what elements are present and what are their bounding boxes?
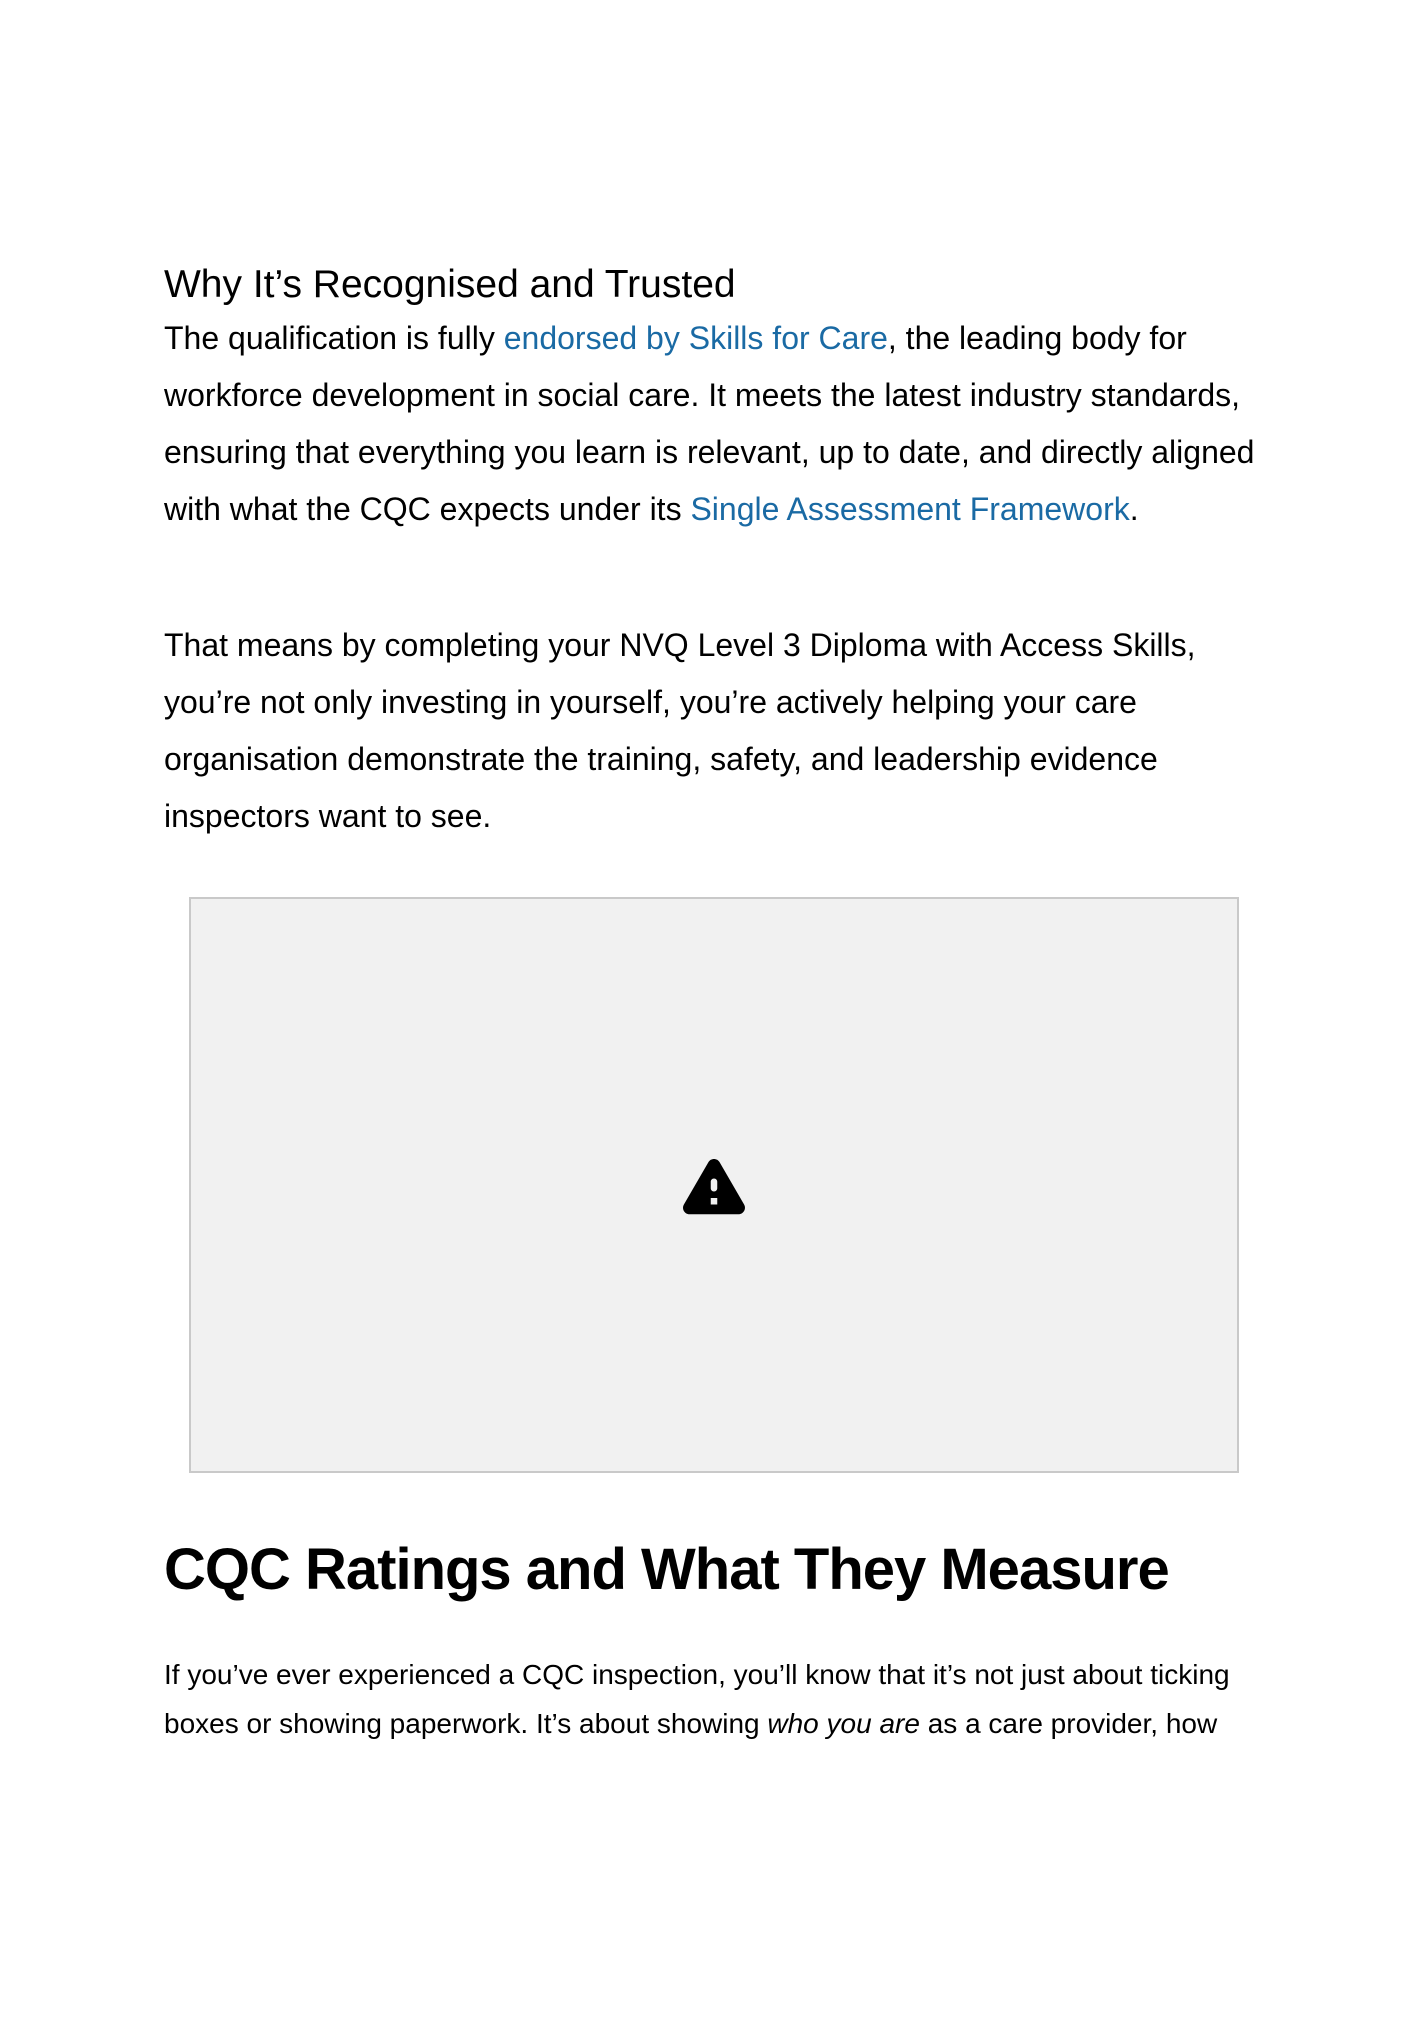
text-run: workforce development in social care. It meets the latest industry standards, — [164, 377, 1241, 413]
text-line — [164, 1699, 1230, 1748]
text-run: . — [1129, 491, 1139, 527]
text-line — [164, 481, 1254, 538]
italic-text-run: who you are — [767, 1708, 920, 1739]
text-line — [164, 731, 1196, 788]
text-run: That means by completing your NVQ Level 3 Diploma with Access Skills, — [164, 627, 1196, 663]
text-run: inspectors want to see. — [164, 798, 492, 834]
inline-link[interactable]: Single Assessment Framework — [690, 491, 1130, 527]
page-heading: CQC Ratings and What They Measure — [164, 1537, 1169, 1602]
text-run: with what the CQC expects under its — [164, 491, 691, 527]
text-line — [164, 1650, 1230, 1699]
text-line — [164, 617, 1196, 674]
paragraph-cqc-inspection — [164, 1650, 1230, 1748]
text-line — [164, 367, 1254, 424]
section-subheading: Why It’s Recognised and Trusted — [164, 263, 736, 306]
text-run: organisation demonstrate the training, safety, and leadership evidence — [164, 741, 1158, 777]
broken-image-placeholder — [189, 897, 1239, 1473]
text-line — [164, 788, 1196, 845]
text-run: ensuring that everything you learn is relevant, up to date, and directly aligned — [164, 434, 1255, 470]
text-run: If you’ve ever experienced a CQC inspection, you’ll know that it’s not just about ticking — [164, 1659, 1230, 1690]
text-line — [164, 310, 1254, 367]
text-run: you’re not only investing in yourself, you’re actively helping your care — [164, 684, 1137, 720]
text-run: The qualification is fully — [164, 320, 504, 356]
warning-triangle-icon — [675, 1146, 753, 1224]
text-run: as a care provider, how — [919, 1708, 1218, 1739]
paragraph-diploma-benefit — [164, 617, 1196, 845]
warning-triangle-path — [683, 1159, 745, 1214]
text-line — [164, 674, 1196, 731]
text-run: boxes or showing paperwork. It’s about showing — [164, 1708, 768, 1739]
text-line — [164, 424, 1254, 481]
paragraph-endorsement — [164, 310, 1254, 538]
inline-link[interactable]: endorsed by Skills for Care — [503, 320, 888, 356]
text-run: , the leading body for — [887, 320, 1187, 356]
